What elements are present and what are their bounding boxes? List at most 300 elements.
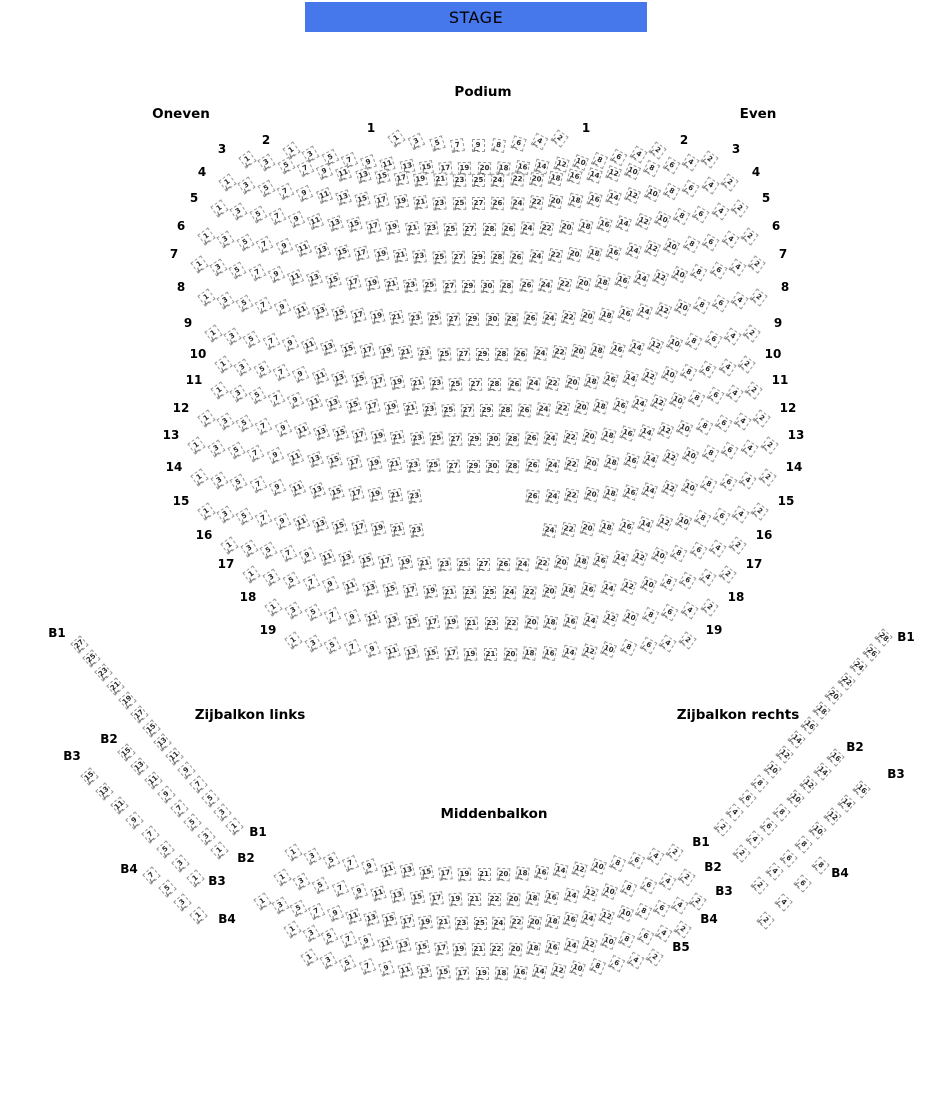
seat[interactable]: 18 (494, 966, 508, 980)
seat[interactable]: 17 (364, 399, 380, 415)
seat[interactable]: 12 (799, 776, 817, 794)
seat[interactable]: 28 (495, 348, 509, 362)
seat[interactable]: 10 (640, 576, 657, 593)
seat[interactable]: 14 (638, 424, 655, 441)
seat[interactable]: 3 (217, 505, 235, 523)
seat[interactable]: 7 (332, 880, 349, 897)
seat[interactable]: 12 (624, 187, 641, 204)
seat[interactable]: 14 (534, 158, 550, 174)
seat[interactable]: 3 (234, 358, 252, 376)
seat[interactable]: 2 (744, 381, 762, 399)
seat[interactable]: 14 (616, 215, 633, 232)
seat[interactable]: 21 (403, 401, 418, 416)
seat[interactable]: 23 (485, 617, 498, 630)
seat[interactable]: 19 (385, 219, 400, 234)
seat[interactable]: 28 (500, 279, 514, 293)
seat[interactable]: 20 (579, 308, 595, 324)
seat[interactable]: 4 (658, 873, 676, 891)
seat[interactable]: 14 (600, 580, 616, 596)
seat[interactable]: 8 (811, 856, 829, 874)
seat[interactable]: 15 (345, 397, 361, 413)
seat[interactable]: 11 (345, 908, 362, 925)
seat[interactable]: 12 (551, 962, 567, 978)
seat[interactable]: 17 (425, 615, 440, 630)
seat[interactable]: 14 (583, 612, 599, 628)
seat[interactable]: 3 (408, 133, 425, 150)
seat[interactable]: 3 (284, 601, 302, 619)
seat[interactable]: 23 (410, 431, 425, 446)
seat[interactable]: 30 (481, 280, 494, 293)
seat[interactable]: 15 (351, 372, 367, 388)
seat[interactable]: 5 (290, 899, 308, 917)
seat[interactable]: 10 (674, 299, 691, 316)
seat[interactable]: 24 (542, 523, 557, 538)
seat[interactable]: 12 (581, 936, 597, 952)
seat[interactable]: 17 (366, 218, 382, 234)
seat[interactable]: 17 (444, 647, 459, 662)
seat[interactable]: 18 (586, 246, 602, 262)
seat[interactable]: 4 (726, 804, 744, 822)
seat[interactable]: 11 (301, 337, 318, 354)
seat[interactable]: 25 (429, 432, 443, 446)
seat[interactable]: 15 (80, 767, 98, 785)
seat[interactable]: 28 (874, 628, 892, 646)
seat[interactable]: 11 (342, 578, 359, 595)
seat[interactable]: 15 (340, 341, 356, 357)
seat[interactable]: 20 (503, 647, 517, 661)
seat[interactable]: 9 (360, 154, 377, 171)
seat[interactable]: 2 (760, 436, 778, 454)
seat[interactable]: 10 (682, 447, 699, 464)
seat[interactable]: 11 (319, 549, 336, 566)
seat[interactable]: 14 (637, 516, 654, 533)
seat[interactable]: 12 (582, 885, 598, 901)
seat[interactable]: 10 (669, 392, 686, 409)
seat[interactable]: 9 (274, 299, 291, 316)
seat[interactable]: 12 (631, 549, 648, 566)
seat[interactable]: 20 (496, 867, 510, 881)
seat[interactable]: 5 (323, 852, 341, 870)
seat[interactable]: 18 (600, 427, 616, 443)
seat[interactable]: 17 (378, 554, 394, 570)
seat[interactable]: 17 (359, 343, 375, 359)
seat[interactable]: 10 (663, 238, 680, 255)
seat[interactable]: 23 (406, 458, 421, 473)
seat[interactable]: 16 (609, 341, 625, 357)
seat[interactable]: 8 (618, 931, 635, 948)
seat[interactable]: 6 (699, 361, 717, 379)
seat[interactable]: 6 (692, 205, 710, 223)
seat[interactable]: 6 (607, 955, 624, 972)
seat[interactable]: 29 (466, 460, 479, 473)
seat[interactable]: 6 (690, 542, 708, 560)
seat[interactable]: 21 (437, 916, 451, 930)
seat[interactable]: 20 (548, 194, 563, 209)
seat[interactable]: 2 (749, 288, 767, 306)
seat[interactable]: 19 (449, 892, 463, 906)
seat[interactable]: 2 (750, 876, 768, 894)
seat[interactable]: 12 (775, 745, 793, 763)
seat[interactable]: 27 (477, 558, 490, 571)
seat[interactable]: 3 (210, 471, 228, 489)
seat[interactable]: 21 (106, 677, 124, 695)
seat[interactable]: 7 (450, 138, 465, 153)
seat[interactable]: 2 (677, 868, 695, 886)
seat[interactable]: 23 (403, 278, 418, 293)
seat[interactable]: 20 (567, 247, 583, 263)
seat[interactable]: 12 (605, 165, 622, 182)
seat[interactable]: 11 (384, 643, 400, 659)
seat[interactable]: 30 (487, 433, 500, 446)
seat[interactable]: 19 (458, 867, 472, 881)
seat[interactable]: 14 (788, 731, 806, 749)
seat[interactable]: 24 (491, 917, 505, 931)
seat[interactable]: 3 (304, 848, 322, 866)
seat[interactable]: 5 (201, 789, 219, 807)
seat[interactable]: 15 (346, 216, 362, 232)
seat[interactable]: 24 (533, 346, 548, 361)
seat[interactable]: 13 (399, 158, 415, 174)
seat[interactable]: 2 (688, 892, 706, 910)
seat[interactable]: 14 (622, 370, 639, 387)
seat[interactable]: 4 (718, 358, 736, 376)
seat[interactable]: 20 (581, 429, 597, 445)
seat[interactable]: 22 (510, 173, 524, 187)
seat[interactable]: 21 (484, 648, 497, 661)
seat[interactable]: 7 (255, 510, 273, 528)
seat[interactable]: 12 (599, 908, 616, 925)
seat[interactable]: 27 (452, 251, 466, 265)
seat[interactable]: 24 (545, 458, 560, 473)
seat[interactable]: 17 (394, 170, 409, 185)
seat[interactable]: 16 (826, 748, 844, 766)
seat[interactable]: 23 (412, 249, 427, 264)
seat[interactable]: 13 (314, 242, 331, 259)
seat[interactable]: 5 (260, 542, 278, 560)
seat[interactable]: 27 (469, 378, 482, 391)
seat[interactable]: 6 (639, 637, 657, 655)
seat[interactable]: 7 (255, 417, 273, 435)
seat[interactable]: 13 (154, 733, 172, 751)
seat[interactable]: 19 (458, 162, 471, 175)
seat[interactable]: 6 (702, 233, 720, 251)
seat[interactable]: 17 (371, 373, 387, 389)
seat[interactable]: 2 (742, 324, 760, 342)
seat[interactable]: 8 (663, 182, 681, 200)
seat[interactable]: 18 (584, 373, 600, 389)
seat[interactable]: 22 (522, 585, 536, 599)
seat[interactable]: 9 (361, 858, 378, 875)
seat[interactable]: 22 (564, 488, 579, 503)
seat[interactable]: 23 (418, 346, 433, 361)
seat[interactable]: 24 (510, 196, 524, 210)
seat[interactable]: 24 (491, 174, 505, 188)
seat[interactable]: 2 (700, 150, 718, 168)
seat[interactable]: 6 (679, 571, 697, 589)
seat[interactable]: 9 (178, 761, 196, 779)
seat[interactable]: 19 (390, 375, 405, 390)
seat[interactable]: 14 (631, 396, 648, 413)
seat[interactable]: 2 (732, 844, 750, 862)
seat[interactable]: 13 (309, 482, 326, 499)
seat[interactable]: 13 (396, 938, 412, 954)
seat[interactable]: 17 (352, 427, 368, 443)
seat[interactable]: 26 (514, 347, 528, 361)
seat[interactable]: 25 (472, 174, 485, 187)
seat[interactable]: 12 (635, 213, 652, 230)
seat[interactable]: 18 (577, 218, 593, 234)
seat[interactable]: 13 (363, 910, 379, 926)
seat[interactable]: 3 (217, 412, 235, 430)
seat[interactable]: 7 (256, 236, 274, 254)
seat[interactable]: 16 (612, 397, 628, 413)
seat[interactable]: 6 (738, 789, 756, 807)
seat[interactable]: 1 (197, 409, 215, 427)
seat[interactable]: 1 (264, 598, 282, 616)
seat[interactable]: 21 (478, 868, 491, 881)
seat[interactable]: 6 (704, 330, 722, 348)
seat[interactable]: 25 (452, 197, 466, 211)
seat[interactable]: 21 (472, 943, 485, 956)
seat[interactable]: 4 (670, 896, 688, 914)
seat[interactable]: 7 (170, 799, 188, 817)
seat[interactable]: 12 (661, 480, 678, 497)
seat[interactable]: 25 (444, 222, 458, 236)
seat[interactable]: 3 (272, 896, 290, 914)
seat[interactable]: 20 (477, 162, 490, 175)
seat[interactable]: 5 (282, 571, 300, 589)
seat[interactable]: 4 (746, 831, 764, 849)
seat[interactable]: 10 (660, 366, 677, 383)
seat[interactable]: 10 (601, 883, 618, 900)
seat[interactable]: 2 (645, 948, 663, 966)
seat[interactable]: 8 (683, 236, 701, 254)
seat[interactable]: 15 (410, 889, 425, 904)
seat[interactable]: 13 (355, 167, 371, 183)
seat[interactable]: 5 (339, 955, 356, 972)
seat[interactable]: 4 (626, 952, 644, 970)
seat[interactable]: 4 (699, 568, 717, 586)
seat[interactable]: 15 (404, 614, 420, 630)
seat[interactable]: 3 (174, 893, 192, 911)
seat[interactable]: 26 (862, 643, 880, 661)
seat[interactable]: 15 (327, 453, 343, 469)
seat[interactable]: 13 (390, 888, 406, 904)
seat[interactable]: 14 (581, 910, 597, 926)
seat[interactable]: 10 (675, 512, 692, 529)
seat[interactable]: 16 (618, 518, 634, 534)
seat[interactable]: 9 (344, 608, 361, 625)
seat[interactable]: 9 (316, 163, 333, 180)
seat[interactable]: 18 (599, 519, 615, 535)
seat[interactable]: 14 (532, 964, 547, 979)
seat[interactable]: 19 (368, 487, 384, 503)
seat[interactable]: 20 (571, 344, 587, 360)
seat[interactable]: 7 (277, 182, 295, 200)
seat[interactable]: 8 (750, 774, 768, 792)
seat[interactable]: 7 (247, 444, 265, 462)
seat[interactable]: 22 (561, 310, 576, 325)
seat[interactable]: 28 (491, 251, 505, 265)
seat[interactable]: 24 (529, 249, 544, 264)
seat[interactable]: 11 (287, 268, 304, 285)
seat[interactable]: 24 (520, 222, 534, 236)
seat[interactable]: 21 (388, 488, 403, 503)
seat[interactable]: 21 (390, 522, 405, 537)
seat[interactable]: 4 (741, 439, 759, 457)
seat[interactable]: 14 (633, 271, 650, 288)
seat[interactable]: 7 (273, 364, 291, 382)
seat[interactable]: 1 (210, 381, 228, 399)
seat[interactable]: 7 (297, 160, 314, 177)
seat[interactable]: 25 (483, 586, 496, 599)
seat[interactable]: 2 (728, 536, 746, 554)
seat[interactable]: 9 (326, 905, 343, 922)
seat[interactable]: 26 (525, 459, 539, 473)
seat[interactable]: 11 (293, 301, 310, 318)
seat[interactable]: 7 (268, 208, 286, 226)
seat[interactable]: 17 (347, 454, 363, 470)
seat[interactable]: 25 (441, 403, 455, 417)
seat[interactable]: 1 (214, 355, 232, 373)
seat[interactable]: 2 (713, 818, 731, 836)
seat[interactable]: 7 (302, 574, 319, 591)
seat[interactable]: 28 (499, 404, 513, 418)
seat[interactable]: 9 (275, 238, 292, 255)
seat[interactable]: 18 (598, 307, 614, 323)
seat[interactable]: 14 (643, 451, 660, 468)
seat[interactable]: 8 (634, 902, 651, 919)
seat[interactable]: 9 (292, 366, 309, 383)
seat[interactable]: 1 (186, 869, 204, 887)
seat[interactable]: 13 (131, 757, 149, 775)
seat[interactable]: 5 (277, 157, 295, 175)
seat[interactable]: 6 (662, 157, 680, 175)
seat[interactable]: 11 (295, 240, 312, 257)
seat[interactable]: 2 (730, 199, 748, 217)
seat[interactable]: 14 (642, 482, 659, 499)
seat[interactable]: 1 (197, 227, 215, 245)
seat[interactable]: 5 (304, 604, 322, 622)
seat[interactable]: 29 (468, 433, 481, 446)
seat[interactable]: 24 (542, 311, 557, 326)
seat[interactable]: 12 (656, 514, 673, 531)
seat[interactable]: 15 (374, 169, 390, 185)
seat[interactable]: 19 (118, 691, 136, 709)
seat[interactable]: 10 (624, 163, 641, 180)
seat[interactable]: 26 (507, 377, 521, 391)
seat[interactable]: 16 (586, 191, 602, 207)
seat[interactable]: 5 (230, 474, 248, 492)
seat[interactable]: 27 (447, 312, 461, 326)
seat[interactable]: 1 (204, 324, 222, 342)
seat[interactable]: 20 (527, 915, 542, 930)
seat[interactable]: 6 (610, 148, 628, 166)
seat[interactable]: 1 (220, 536, 238, 554)
seat[interactable]: 13 (331, 370, 348, 387)
seat[interactable]: 18 (527, 941, 542, 956)
seat[interactable]: 15 (419, 865, 434, 880)
seat[interactable]: 12 (657, 422, 674, 439)
seat[interactable]: 25 (82, 649, 100, 667)
seat[interactable]: 14 (628, 339, 645, 356)
seat[interactable]: 12 (620, 578, 637, 595)
seat[interactable]: 17 (345, 274, 361, 290)
seat[interactable]: 17 (374, 193, 390, 209)
seat[interactable]: 20 (558, 219, 573, 234)
seat[interactable]: 8 (773, 803, 791, 821)
seat[interactable]: 1 (284, 843, 302, 861)
seat[interactable]: 4 (647, 848, 665, 866)
seat[interactable]: 24 (515, 557, 529, 571)
seat[interactable]: 16 (534, 865, 549, 880)
seat[interactable]: 3 (258, 154, 276, 172)
seat[interactable]: 22 (555, 401, 570, 416)
seat[interactable]: 3 (171, 855, 189, 873)
seat[interactable]: 16 (614, 272, 630, 288)
seat[interactable]: 11 (377, 936, 393, 952)
seat[interactable]: 17 (439, 866, 453, 880)
seat[interactable]: 26 (510, 250, 524, 264)
seat[interactable]: 10 (786, 789, 804, 807)
seat[interactable]: 26 (491, 197, 505, 211)
seat[interactable]: 23 (422, 402, 437, 417)
seat[interactable]: 12 (581, 643, 597, 659)
seat[interactable]: 6 (793, 875, 811, 893)
seat[interactable]: 18 (561, 583, 576, 598)
seat[interactable]: 2 (720, 173, 738, 191)
seat[interactable]: 2 (756, 911, 774, 929)
seat[interactable]: 8 (690, 264, 708, 282)
seat[interactable]: 19 (445, 616, 459, 630)
seat[interactable]: 15 (331, 305, 347, 321)
seat[interactable]: 12 (650, 394, 667, 411)
seat[interactable]: 24 (526, 377, 540, 391)
seat[interactable]: 30 (485, 313, 498, 326)
seat[interactable]: 13 (313, 516, 330, 533)
seat[interactable]: 18 (593, 399, 609, 415)
seat[interactable]: 10 (644, 185, 661, 202)
seat[interactable]: 2 (737, 355, 755, 373)
seat[interactable]: 29 (472, 251, 485, 264)
seat[interactable]: 17 (402, 583, 417, 598)
seat[interactable]: 19 (418, 915, 433, 930)
seat[interactable]: 16 (852, 780, 870, 798)
seat[interactable]: 21 (386, 457, 401, 472)
seat[interactable]: 3 (210, 258, 228, 276)
seat[interactable]: 4 (709, 539, 727, 557)
seat[interactable]: 13 (320, 339, 337, 356)
seat[interactable]: 9 (299, 547, 316, 564)
seat[interactable]: 27 (446, 459, 460, 473)
seat[interactable]: 16 (563, 912, 579, 928)
seat[interactable]: 2 (648, 141, 666, 159)
seat[interactable]: 28 (488, 378, 501, 391)
seat[interactable]: 16 (800, 716, 818, 734)
seat[interactable]: 5 (249, 205, 267, 223)
seat[interactable]: 21 (433, 173, 447, 187)
seat[interactable]: 8 (620, 639, 637, 656)
seat[interactable]: 9 (157, 785, 175, 803)
seat[interactable]: 10 (651, 547, 668, 564)
seat[interactable]: 26 (518, 403, 532, 417)
seat[interactable]: 27 (448, 432, 462, 446)
seat[interactable]: 22 (529, 195, 544, 210)
seat[interactable]: 1 (197, 288, 215, 306)
seat[interactable]: 1 (190, 255, 208, 273)
seat[interactable]: 5 (227, 442, 245, 460)
seat[interactable]: 3 (217, 230, 235, 248)
